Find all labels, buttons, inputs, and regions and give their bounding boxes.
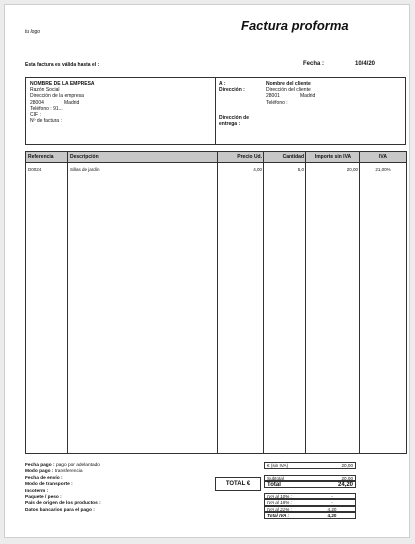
client-phone: Teléfono : <box>266 99 288 106</box>
ship-date-label: Fecha de envío : <box>25 475 63 481</box>
company-cif: CIF : <box>30 112 41 119</box>
total-euro-box: TOTAL € <box>215 477 261 491</box>
sin-iva-value: 20,00 <box>341 463 353 468</box>
cell-vat: 21,00% <box>375 167 391 172</box>
col-header-description: Descripción <box>70 154 99 160</box>
date-label: Fecha : <box>303 61 325 67</box>
invoice-title: Factura proforma <box>241 18 349 33</box>
items-table <box>25 151 407 454</box>
table-header <box>26 152 406 163</box>
client-name: Nombre del cliente <box>266 81 311 87</box>
payment-date-label: Fecha pago : <box>25 463 55 468</box>
col-header-quantity: Cantidad <box>282 154 304 160</box>
payment-mode-value: transferencia <box>54 469 83 475</box>
iva21-value: 4,20 <box>327 506 337 512</box>
party-info-box <box>25 77 406 145</box>
company-postal-code: 28004 <box>30 99 44 106</box>
client-postal-code: 28001 <box>266 93 280 100</box>
party-divider <box>215 78 216 144</box>
cell-amount-excl-vat: 20,00 <box>346 167 358 172</box>
invoice-number: Nº de factura : <box>30 118 62 125</box>
iva10-value: - <box>331 493 333 499</box>
col-header-reference: Referencia <box>28 154 54 160</box>
col-divider <box>359 152 360 453</box>
company-city: Madrid <box>64 99 80 106</box>
cell-unit-price: 4,00 <box>253 167 262 172</box>
client-address: Dirección del cliente <box>266 87 311 94</box>
col-divider <box>217 152 218 453</box>
company-block <box>30 81 95 124</box>
origin-label: País de origen de los productos : <box>25 501 101 507</box>
company-name: NOMBRE DE LA EMPRESA <box>30 81 95 87</box>
transport-label: Modo de transporte : <box>25 482 73 488</box>
subtotal-label: Subtotal <box>267 475 284 481</box>
delivery-address-label: Dirección de entrega : <box>219 115 250 127</box>
total-row-value: 24,20 <box>337 482 353 488</box>
incoterm-label: Incoterm : <box>25 488 49 494</box>
total-iva-label: Total IVA : <box>267 513 290 518</box>
total-row-label: Total <box>267 482 281 488</box>
col-header-unit-price: Precio Ud. <box>237 154 262 160</box>
col-divider <box>305 152 306 453</box>
client-postal-row <box>266 93 315 99</box>
company-legal-name: Razón Social <box>30 87 60 94</box>
total-iva-row <box>264 512 356 519</box>
client-block <box>266 81 315 106</box>
logo-placeholder: tu logo <box>25 29 41 35</box>
cell-quantity: 5,0 <box>297 167 304 172</box>
package-label: Paquete / peso : <box>25 495 62 501</box>
cell-reference: D0024 <box>28 167 42 172</box>
iva18-value: - <box>331 500 333 505</box>
totals-grid <box>264 462 356 519</box>
validity-label: Esta factura es válida hasta el : <box>25 62 100 68</box>
iva18-label: IVA al 18% : <box>267 500 292 505</box>
bank-label: Datos bancarios para el pago : <box>25 507 95 513</box>
iva10-label: IVA al 10% : <box>267 493 292 499</box>
invoice-sheet <box>4 4 410 538</box>
company-address: Dirección de la empresa <box>30 93 84 100</box>
payment-mode-label: Modo pago : <box>25 469 54 475</box>
payment-date-value: pago por adelantado <box>55 463 100 468</box>
col-divider <box>263 152 264 453</box>
client-address-label: Dirección : <box>219 87 245 93</box>
subtotal-value: 20,00 <box>341 475 353 481</box>
total-iva-value: 4,20 <box>327 513 337 518</box>
company-phone: Teléfono : 91... <box>30 105 63 112</box>
col-header-vat: IVA <box>379 154 387 160</box>
payment-details <box>25 463 101 514</box>
cell-description: Sillas de jardín <box>70 167 100 172</box>
client-a-label: A : <box>219 81 226 87</box>
iva21-label: IVA al 21% : <box>267 506 292 512</box>
sin-iva-label: € (sin IVA) <box>267 463 289 468</box>
col-divider <box>67 152 68 453</box>
client-city: Madrid <box>300 93 316 100</box>
date-value: 10/4/20 <box>355 61 376 67</box>
col-header-amount-excl-vat: Importe sin IVA <box>314 154 352 160</box>
